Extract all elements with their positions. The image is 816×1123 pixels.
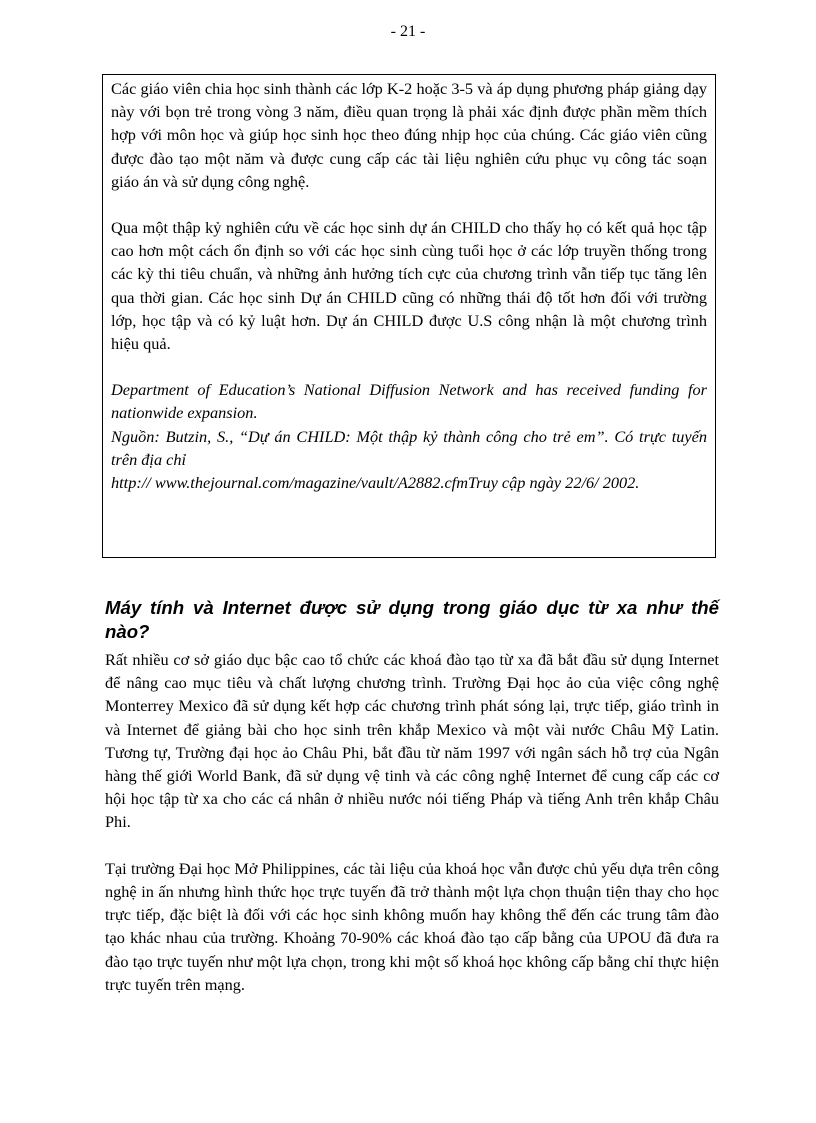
source-url: http:// www.thejournal.com/magazine/vault/A2882.cfmTruy cập ngày 22/6/ 2002. bbox=[111, 473, 640, 493]
source-line-2: Nguồn: Butzin, S., “Dự án CHILD: Một thập kỷ thành công cho trẻ em”. Có trực tuyến trên địa chỉ bbox=[111, 426, 707, 469]
section-body bbox=[105, 648, 719, 996]
section-paragraph-1: Rất nhiều cơ sở giáo dục bậc cao tổ chức các khoá đào tạo từ xa đã bắt đầu sử dụng Internet để nâng cao mục tiêu và chất lượng chương trình. Trường Đại học ảo của việc công nghệ Monterrey Mexico đã sử dụng kết hợp các chương trình phát sóng lại, trực tiếp, giáo trình in và Internet để giảng bài cho học sinh trên khắp Mexico và một vài nước Châu Mỹ Latin. Tương tự, Trường đại học ảo Châu Phi, bắt đầu từ năm 1997 với ngân sách hỗ trợ của Ngân hàng thế giới World Bank, đã sử dụng vệ tinh và các công nghệ Internet để cung cấp các cơ hội học tập từ xa cho các cá nhân ở nhiều nước nói tiếng Pháp và tiếng Anh trên khắp Châu Phi. bbox=[105, 650, 719, 832]
box-paragraph-1: Các giáo viên chia học sinh thành các lớp K-2 hoặc 3-5 và áp dụng phương pháp giảng dạy này với bọn trẻ trong vòng 3 năm, điều quan trọng là phải xác định được phần mềm thích hợp với môn học và giúp học sinh học theo đúng nhịp học của chúng. Các giáo viên cũng được đào tạo một năm và được cung cấp các tài liệu nghiên cứu phục vụ công tác soạn giáo án và sử dụng công nghệ. bbox=[111, 79, 707, 191]
box-paragraph-2: Qua một thập kỷ nghiên cứu về các học sinh dự án CHILD cho thấy họ có kết quả học tập cao hơn một cách ổn định so với các học sinh cùng tuổi học ở các lớp truyền thống trong các kỳ thi tiêu chuẩn, và những ảnh hưởng tích cực của chương trình vẫn tiếp tục tăng lên qua thời gian. Các học sinh Dự án CHILD cũng có những thái độ tốt hơn đối với trường lớp, học tập và có kỷ luật hơn. Dự án CHILD được U.S công nhận là một chương trình hiệu quả. bbox=[111, 218, 707, 354]
case-study-box bbox=[102, 74, 716, 558]
section-paragraph-2: Tại trường Đại học Mở Philippines, các tài liệu của khoá học vẫn được chủ yếu dựa trên công nghệ in ấn nhưng hình thức học trực tuyến đã trở thành một lựa chọn thuận tiện thay cho học trực tiếp, đặc biệt là đối với các học sinh không muốn hay không thể đến các trung tâm đào tạo khác nhau của trường. Khoảng 70-90% các khoá đào tạo cấp bằng của UPOU đã đưa ra đào tạo trực tuyến như một lựa chọn, trong khi một số khoá học không cấp bằng chỉ thực hiện trực tuyến trên mạng. bbox=[105, 858, 719, 994]
box-source bbox=[111, 378, 707, 494]
section-heading: Máy tính và Internet được sử dụng trong giáo dục từ xa như thế nào? bbox=[105, 597, 719, 642]
page-number: - 21 - bbox=[390, 23, 426, 40]
source-line-1: Department of Education’s National Diffusion Network and has received funding for nationwide expansion. bbox=[111, 380, 707, 423]
